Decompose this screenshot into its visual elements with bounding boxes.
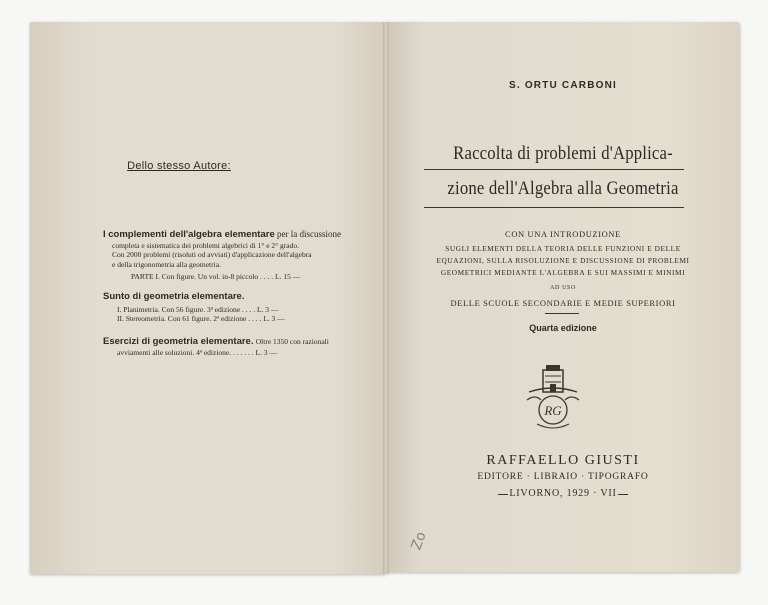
entry-complementi xyxy=(103,229,343,282)
intro-line: EQUAZIONI, SULLA RISOLUZIONE E DISCUSSIONE DI PROBLEMI xyxy=(436,256,690,265)
entry-desc-line: avviamenti alle soluzioni. 4ª edizione. . . . . . . L. 3 — xyxy=(117,347,277,357)
title-rule xyxy=(424,169,684,170)
handwritten-note: Zo xyxy=(408,529,430,553)
place-rule-right xyxy=(618,494,628,495)
entry-line: I. Planimetria. Con 56 figure. 3ª edizione . . . . L. 3 — xyxy=(117,304,279,314)
entry-desc-line: Con 2000 problemi (risoluti od avviati) d'applicazione dell'algebra xyxy=(112,250,312,259)
entry-line: II. Stereometria. Con 61 figure. 2ª edizione . . . . L. 3 — xyxy=(117,314,285,323)
entry-desc-line: Oltre 1350 con razionali xyxy=(255,337,329,346)
entry-desc-line: completa e sistematica dei problemi algebrici di 1° e 2° grado. xyxy=(112,240,299,250)
short-rule xyxy=(545,313,579,314)
other-works-heading: Dello stesso Autore: xyxy=(127,160,231,172)
emblem-initials: RG xyxy=(544,403,562,418)
entry-sunto xyxy=(103,292,343,324)
edition-label: Quarta edizione xyxy=(529,323,597,333)
author-name: S. ORTU CARBONI xyxy=(509,80,617,91)
intro-line: SUGLI ELEMENTI DELLA TEORIA DELLE FUNZIONI E DELLE xyxy=(445,244,681,253)
schools-line: DELLE SCUOLE SECONDARIE E MEDIE SUPERIORI xyxy=(450,298,676,308)
title-line-2: zione dell'Algebra alla Geometria xyxy=(447,178,679,199)
entry-title: Sunto di geometria elementare. xyxy=(103,291,245,302)
entry-esercizi xyxy=(103,336,343,357)
ad-uso-label: AD USO xyxy=(550,285,576,291)
intro-line: GEOMETRICI MEDIANTE L'ALGEBRA E SUI MASSIMI E MINIMI xyxy=(440,268,686,277)
entry-part-line: PARTE I. Con figure. Un vol. in-8 piccolo . . . . L. 15 — xyxy=(131,272,301,281)
entry-title: Esercizi di geometria elementare. xyxy=(103,336,254,347)
intro-heading: CON UNA INTRODUZIONE xyxy=(505,229,621,239)
publisher-role: EDITORE · LIBRAIO · TIPOGRAFO xyxy=(477,472,649,482)
place-year: LIVORNO, 1929 · VII xyxy=(509,488,617,499)
title-line-1: Raccolta di problemi d'Applica- xyxy=(453,143,673,164)
entry-desc-line: per la discussione xyxy=(277,229,341,239)
publisher-emblem xyxy=(523,362,583,432)
title-rule xyxy=(424,207,684,208)
publisher-name: RAFFAELLO GIUSTI xyxy=(486,453,640,468)
entry-title: I complementi dell'algebra elementare xyxy=(103,229,275,240)
entry-desc-line: e della trigonometria alla geometria. xyxy=(112,259,221,269)
